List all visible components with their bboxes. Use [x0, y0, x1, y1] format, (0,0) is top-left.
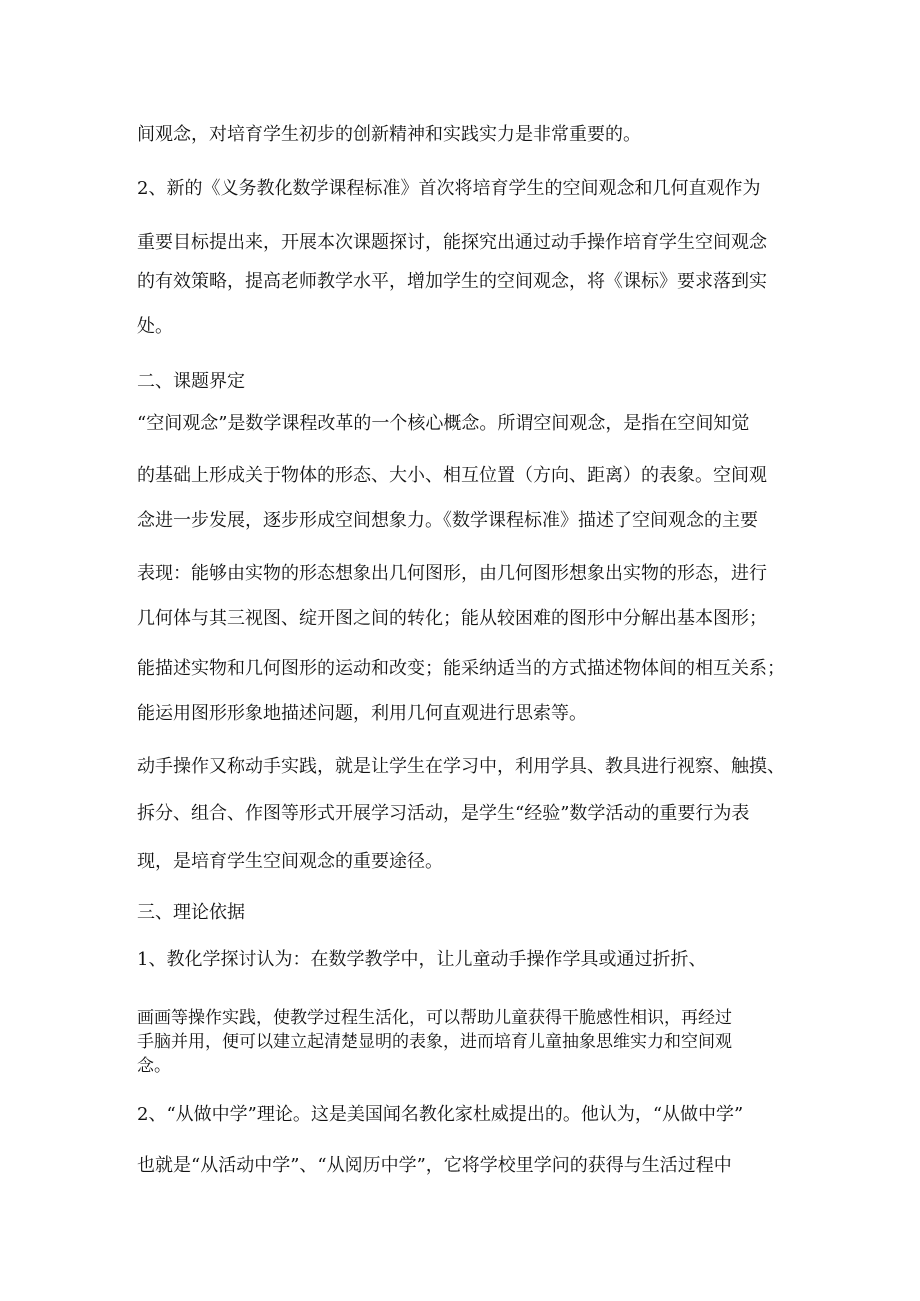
text-line: 画画等操作实践，使教学过程生活化，可以帮助儿童获得干脆感性相识，再经过 [137, 1008, 732, 1028]
section-heading: 三、理论依据 [137, 902, 245, 923]
text-line: 2、新的《义务教化数学课程标准》首次将培育学生的空间观念和几何直观作为 [137, 178, 761, 199]
text-line: 念。 [137, 1056, 171, 1076]
text-line: 动手操作又称动手实践，就是让学生在学习中，利用学具、教具进行视察、触摸、 [137, 756, 785, 777]
text-line: 重要目标提出来，开展本次课题探讨，能探究出通过动手操作培育学生空间观念 [137, 232, 767, 253]
section-heading: 二、课题界定 [137, 371, 245, 392]
text-line: 能描述实物和几何图形的运动和改变；能采纳适当的方式描述物体间的相互关系； [137, 658, 785, 679]
text-line: 的有效策略，提高老师教学水平，增加学生的空间观念，将《课标》要求落到实 [137, 271, 767, 292]
text-line: 能运用图形形象地描述问题，利用几何直观进行思索等。 [137, 703, 587, 724]
text-line: 表现：能够由实物的形态想象出几何图形，由几何图形想象出实物的形态，进行 [137, 563, 767, 584]
text-line: 间观念，对培育学生初步的创新精神和实践实力是非常重要的。 [137, 124, 641, 145]
text-line: 现，是培育学生空间观念的重要途径。 [137, 851, 443, 872]
text-line: 念进一步发展，逐步形成空间想象力。《数学课程标准》描述了空间观念的主要 [137, 510, 758, 531]
text-line: 的基础上形成关于物体的形态、大小、相互位置（方向、距离）的表象。空间观 [137, 465, 767, 486]
text-line: 也就是“从活动中学”、“从阅历中学”，它将学校里学问的获得与生活过程中 [137, 1155, 732, 1176]
text-line: 几何体与其三视图、绽开图之间的转化；能从较困难的图形中分解出基本图形； [137, 608, 767, 629]
text-line: “空间观念”是数学课程改革的一个核心概念。所谓空间观念，是指在空间知觉 [137, 413, 750, 434]
text-line: 处。 [137, 316, 173, 337]
text-line: 2、“从做中学”理论。这是美国闻名教化家杜威提出的。他认为，“从做中学” [137, 1104, 744, 1125]
text-line: 拆分、组合、作图等形式开展学习活动，是学生“经验”数学活动的重要行为表 [137, 803, 750, 824]
text-line: 手脑并用，便可以建立起清楚显明的表象，进而培育儿童抽象思维实力和空间观 [137, 1032, 732, 1052]
text-line: 1、教化学探讨认为：在数学教学中，让儿童动手操作学具或通过折折、 [137, 949, 707, 970]
